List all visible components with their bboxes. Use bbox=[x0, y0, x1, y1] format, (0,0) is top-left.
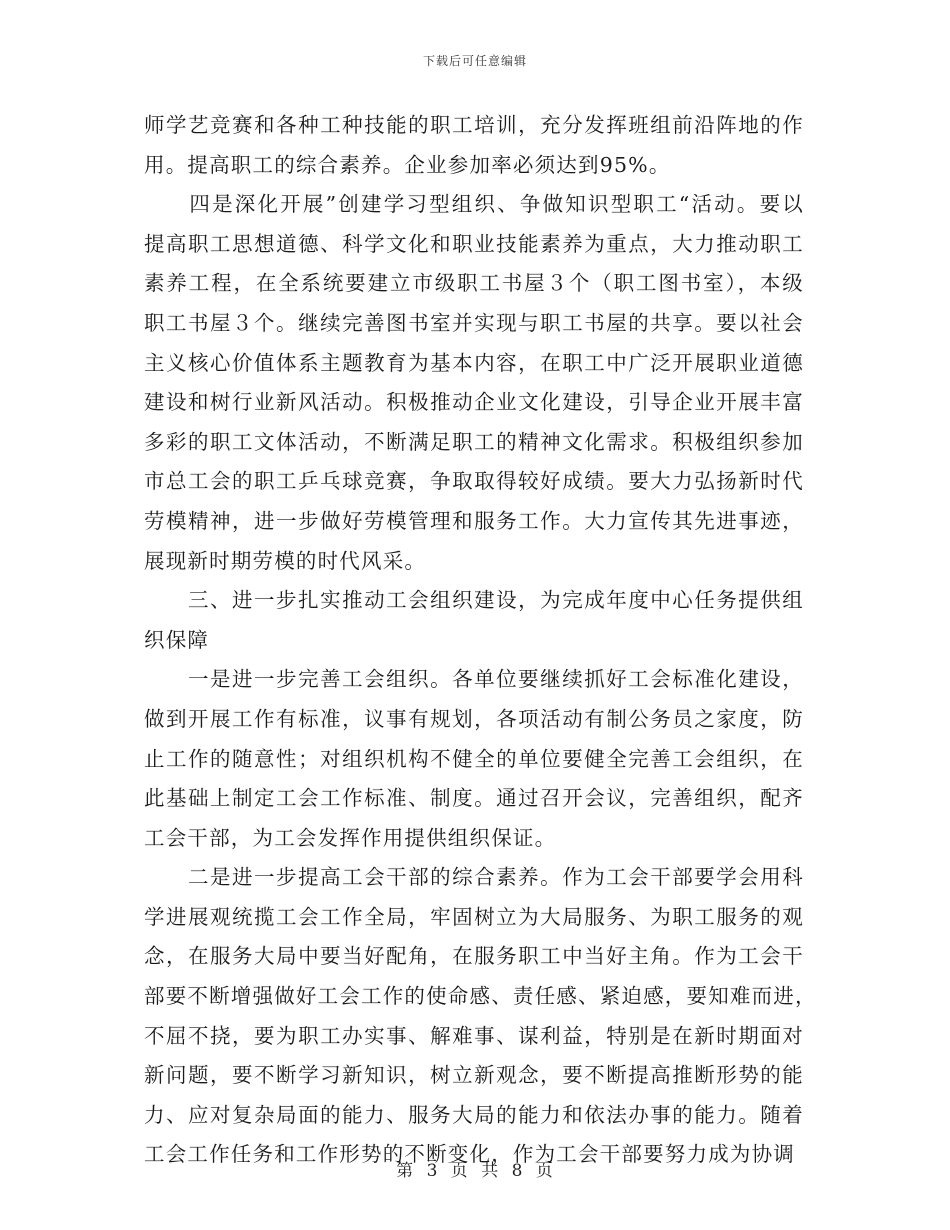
text-line: 四是深化开展”创建学习型组织、争做知识型职工“活动。要以 bbox=[144, 192, 804, 217]
page-number-footer: 第 3 页 共 8 页 bbox=[396, 1161, 554, 1181]
paragraph bbox=[144, 858, 817, 1175]
text-line: 市总工会的职工乒乓球竞赛，争取取得较好成绩。要大力弘扬新时代 bbox=[144, 469, 804, 494]
text-line: 力、应对复杂局面的能力、服务大局的能力和依法办事的能力。随着 bbox=[144, 1102, 804, 1127]
paragraph bbox=[144, 106, 804, 185]
text-line: 此基础上制定工会工作标准、制度。通过召开会议，完善组织，配齐 bbox=[144, 786, 804, 811]
text-line: 止工作的随意性；对组织机构不健全的单位要健全完善工会组织，在 bbox=[144, 746, 804, 771]
text-line: 用。提高职工的综合素养。企业参加率必须达到95%。 bbox=[144, 152, 671, 177]
paragraph bbox=[144, 581, 804, 660]
text-line: 素养工程，在全系统要建立市级职工书屋３个（职工图书室），本级 bbox=[144, 271, 804, 296]
text-line: 学进展观统揽工会工作全局，牢固树立为大局服务、为职工服务的观 bbox=[144, 904, 804, 929]
text-line: 部要不断增强做好工会工作的使命感、责任感、紧迫感，要知难而进， bbox=[144, 984, 817, 1009]
text-line: 新问题，要不断学习新知识，树立新观念，要不断提高推断形势的能 bbox=[144, 1063, 804, 1088]
document-body bbox=[144, 106, 817, 1175]
page-header: 下载后可任意编辑 bbox=[422, 54, 527, 68]
text-line: 多彩的职工文体活动，不断满足职工的精神文化需求。积极组织参加 bbox=[144, 429, 804, 454]
paragraph bbox=[144, 660, 804, 858]
text-line: 一是进一步完善工会组织。各单位要继续抓好工会标准化建设， bbox=[144, 667, 804, 692]
text-line: 主义核心价值体系主题教育为基本内容，在职工中广泛开展职业道德 bbox=[144, 350, 804, 375]
text-line: 职工书屋３个。继续完善图书室并实现与职工书屋的共享。要以社会 bbox=[144, 310, 804, 335]
text-line: 提高职工思想道德、科学文化和职业技能素养为重点，大力推动职工 bbox=[144, 231, 804, 256]
text-line: 三、进一步扎实推动工会组织建设，为完成年度中心任务提供组 bbox=[144, 588, 804, 613]
paragraph bbox=[144, 185, 804, 581]
text-line: 师学艺竞赛和各种工种技能的职工培训，充分发挥班组前沿阵地的作 bbox=[144, 113, 804, 137]
text-line: 劳模精神，进一步做好劳模管理和服务工作。大力宣传其先进事迹， bbox=[144, 508, 804, 533]
text-line: 工会工作任务和工作形势的不断变化，作为工会干部要努力成为协调 bbox=[144, 1142, 795, 1167]
text-line: 念，在服务大局中要当好配角，在服务职工中当好主角。作为工会干 bbox=[144, 944, 804, 969]
text-line: 展现新时期劳模的时代风采。 bbox=[144, 548, 427, 573]
text-line: 工会干部，为工会发挥作用提供组织保证。 bbox=[144, 825, 557, 850]
text-line: 建设和树行业新风活动。积极推动企业文化建设，引导企业开展丰富 bbox=[144, 390, 804, 415]
text-line: 做到开展工作有标准，议事有规划，各项活动有制公务员之家度，防 bbox=[144, 706, 804, 731]
text-line: 不屈不挠，要为职工办实事、解难事、谋利益，特别是在新时期面对 bbox=[144, 1023, 804, 1048]
text-line: 织保障 bbox=[144, 627, 210, 652]
text-line: 二是进一步提高工会干部的综合素养。作为工会干部要学会用科 bbox=[144, 865, 804, 890]
